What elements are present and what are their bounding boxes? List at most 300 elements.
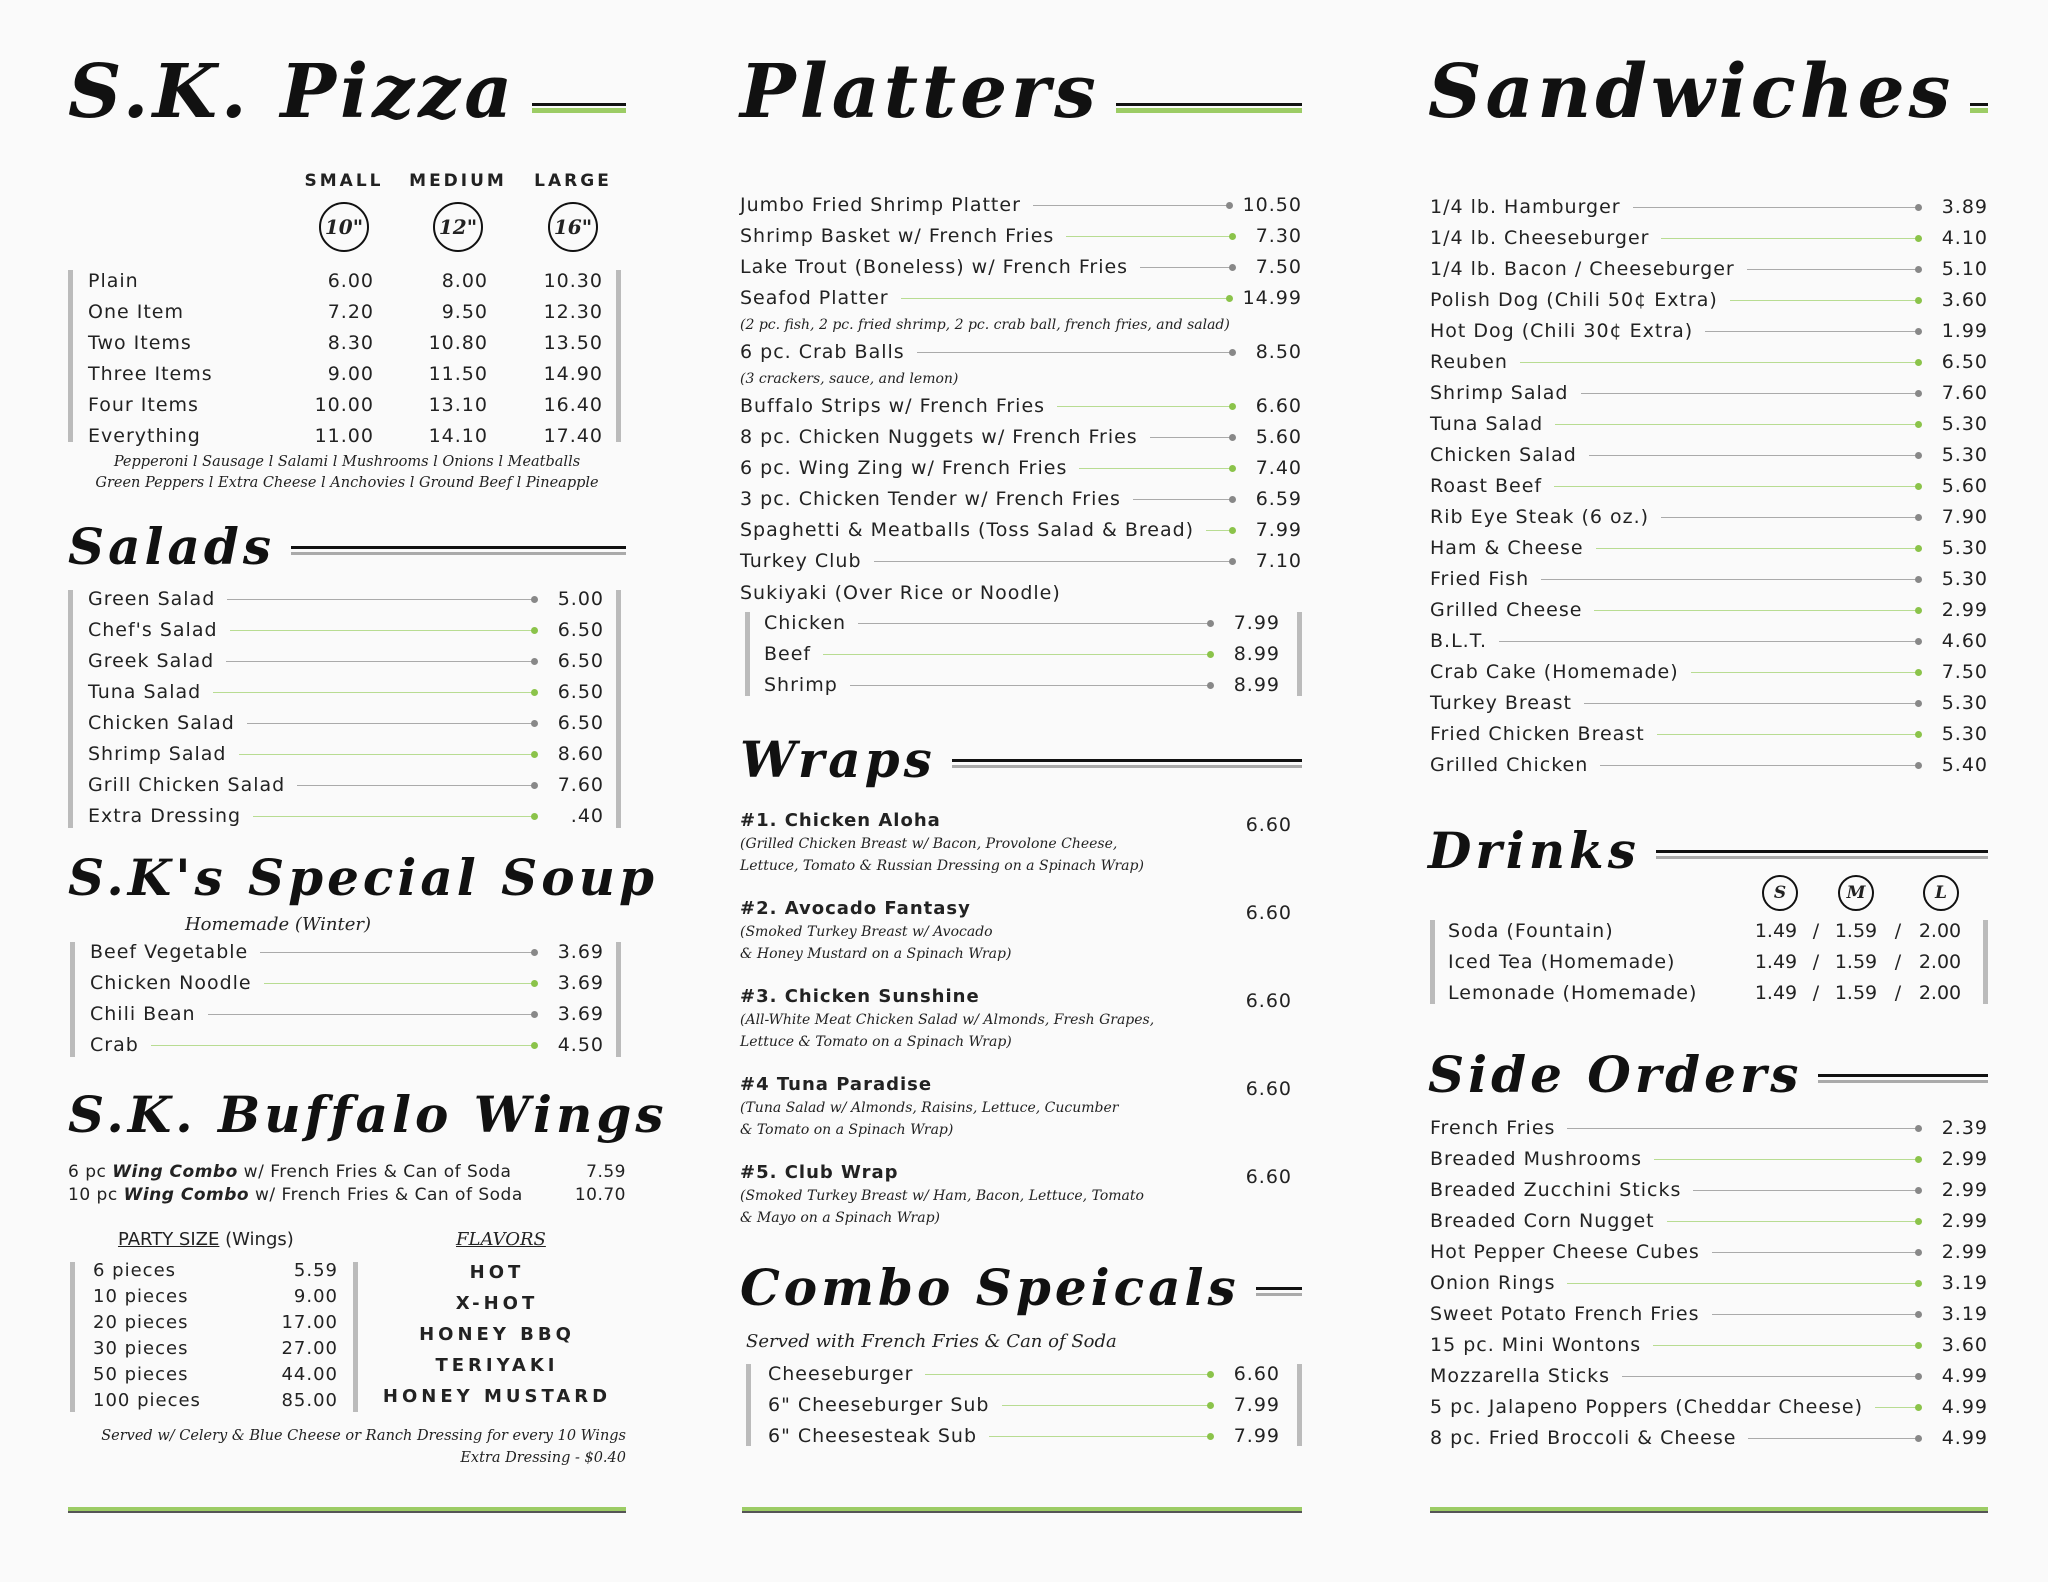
item-name: Chicken Noodle xyxy=(90,972,252,994)
menu-item-row xyxy=(1430,1427,1988,1449)
sandwiches-title: Sandwiches xyxy=(1428,49,1955,135)
combo-desc: w/ French Fries & Can of Soda xyxy=(243,1162,512,1182)
header-rule xyxy=(1256,1287,1302,1297)
item-name: 15 pc. Mini Wontons xyxy=(1430,1334,1642,1356)
item-name: Grilled Chicken xyxy=(1430,754,1589,776)
item-price: 2.99 xyxy=(1941,1241,1988,1263)
item-name: Green Salad xyxy=(88,588,216,610)
party-size-name: 20 pieces xyxy=(93,1312,189,1333)
item-name: Tuna Salad xyxy=(1430,413,1544,435)
footer-rule xyxy=(742,1507,1302,1513)
item-name: 8 pc. Fried Broccoli & Cheese xyxy=(1430,1427,1737,1449)
menu-item-row xyxy=(768,1394,1280,1416)
leader-line xyxy=(1748,1438,1920,1439)
sukiyaki-label: Sukiyaki (Over Rice or Noodle) xyxy=(740,582,1061,604)
wraps-header xyxy=(740,730,1302,789)
drink-size-s: S xyxy=(1762,875,1798,911)
leader-line xyxy=(1596,548,1920,549)
item-price: 7.99 xyxy=(1233,1425,1280,1447)
wrap-price: 6.60 xyxy=(1245,902,1292,924)
combo-left-bar xyxy=(746,1364,751,1446)
item-price: 2.99 xyxy=(1941,599,1988,621)
item-price: 2.39 xyxy=(1941,1117,1988,1139)
wings-title: S.K. Buffalo Wings xyxy=(68,1085,668,1144)
party-size-suffix: (Wings) xyxy=(225,1229,294,1250)
pizza-title: S.K. Pizza xyxy=(68,49,517,135)
item-price: 8.50 xyxy=(1255,341,1302,363)
menu-item-row xyxy=(1430,1210,1988,1232)
column-right xyxy=(1428,0,1988,1582)
item-name: 8 pc. Chicken Nuggets w/ French Fries xyxy=(740,426,1138,448)
item-price: 7.60 xyxy=(557,774,604,796)
pizza-row-name: Four Items xyxy=(88,394,199,416)
item-name: Seafod Platter xyxy=(740,287,889,309)
wrap-desc-2: & Honey Mustard on a Spinach Wrap) xyxy=(740,946,1012,962)
pizza-price: 14.90 xyxy=(543,363,603,385)
wing-combo-line xyxy=(68,1162,511,1182)
leader-line xyxy=(1567,1283,1920,1284)
inch-small: 10" xyxy=(319,202,369,252)
drink-name: Soda (Fountain) xyxy=(1448,920,1614,942)
item-price: 6.59 xyxy=(1255,488,1302,510)
pizza-left-bar xyxy=(68,270,73,442)
item-name: Rib Eye Steak (6 oz.) xyxy=(1430,506,1650,528)
wrap-desc-1: (Smoked Turkey Breast w/ Avocado xyxy=(740,924,993,940)
pizza-price: 13.50 xyxy=(543,332,603,354)
item-price: 6.50 xyxy=(557,712,604,734)
menu-item-row xyxy=(1430,1117,1988,1139)
platters-header xyxy=(740,49,1302,135)
item-name: Polish Dog (Chili 50¢ Extra) xyxy=(1430,289,1718,311)
menu-item-row xyxy=(90,1003,604,1025)
menu-item-row xyxy=(740,457,1302,479)
leader-line xyxy=(227,599,536,600)
sandwiches-header xyxy=(1428,49,1988,135)
soup-right-bar xyxy=(616,942,621,1057)
item-name: Mozzarella Sticks xyxy=(1430,1365,1611,1387)
wrap-name: #4 Tuna Paradise xyxy=(740,1074,933,1095)
leader-line xyxy=(823,654,1212,655)
pizza-price: 8.30 xyxy=(327,332,374,354)
column-middle xyxy=(740,0,1302,1582)
salads-title: Salads xyxy=(68,517,276,576)
item-name: Breaded Corn Nugget xyxy=(1430,1210,1655,1232)
item-price: 8.99 xyxy=(1233,643,1280,665)
sides-title: Side Orders xyxy=(1428,1045,1803,1104)
menu-item-row xyxy=(1430,506,1988,528)
leader-line xyxy=(226,661,536,662)
header-rule xyxy=(952,759,1302,769)
item-name: Turkey Club xyxy=(740,550,862,572)
item-name: Lake Trout (Boneless) w/ French Fries xyxy=(740,256,1129,278)
combo-subtitle: Served with French Fries & Can of Soda xyxy=(746,1331,1117,1352)
menu-item-row xyxy=(768,1425,1280,1447)
item-name: Buffalo Strips w/ French Fries xyxy=(740,395,1046,417)
wrap-name: #2. Avocado Fantasy xyxy=(740,898,971,919)
item-price: 7.40 xyxy=(1255,457,1302,479)
leader-line xyxy=(1079,468,1234,469)
item-name: Breaded Zucchini Sticks xyxy=(1430,1179,1682,1201)
drink-price-s: 1.49 xyxy=(1754,951,1798,973)
party-size-price: 5.59 xyxy=(293,1260,338,1281)
flavor-name: HONEY BBQ xyxy=(419,1324,575,1345)
menu-item-row xyxy=(764,612,1280,634)
item-price: 7.90 xyxy=(1941,506,1988,528)
leader-line xyxy=(1066,236,1234,237)
combo-pieces: 6 pc xyxy=(68,1162,107,1182)
footer-rule xyxy=(1430,1507,1988,1513)
menu-item-row xyxy=(1430,630,1988,652)
leader-line xyxy=(1567,1128,1920,1129)
item-price: 6.50 xyxy=(557,650,604,672)
pizza-price: 7.20 xyxy=(327,301,374,323)
drinks-right-bar xyxy=(1983,920,1988,1004)
wrap-desc-1: (Smoked Turkey Breast w/ Ham, Bacon, Lettuce, Tomato xyxy=(740,1188,1144,1204)
party-size-price: 44.00 xyxy=(281,1364,338,1385)
item-name: Grilled Cheese xyxy=(1430,599,1583,621)
wrap-desc-2: Lettuce, Tomato & Russian Dressing on a Spinach Wrap) xyxy=(740,858,1144,874)
leader-line xyxy=(1133,499,1234,500)
leader-line xyxy=(247,723,536,724)
menu-item-row xyxy=(740,488,1302,510)
header-rule xyxy=(1656,850,1988,860)
footer-rule xyxy=(68,1507,626,1513)
item-price: 4.10 xyxy=(1941,227,1988,249)
leader-line xyxy=(208,1014,536,1015)
leader-line xyxy=(1661,517,1920,518)
item-price: 10.50 xyxy=(1242,194,1302,216)
menu-item-row xyxy=(1430,1396,1988,1418)
item-price: 2.99 xyxy=(1941,1210,1988,1232)
menu-item-row xyxy=(740,550,1302,572)
leader-line xyxy=(1150,437,1234,438)
pizza-row-name: Three Items xyxy=(88,363,213,385)
menu-item-row xyxy=(1430,692,1988,714)
item-name: 6" Cheesesteak Sub xyxy=(768,1425,978,1447)
drink-sep: / xyxy=(1812,982,1820,1004)
menu-item-row xyxy=(740,194,1302,216)
item-price: 4.99 xyxy=(1941,1396,1988,1418)
pizza-row-name: Everything xyxy=(88,425,201,447)
wrap-desc-1: (All-White Meat Chicken Salad w/ Almonds, Fresh Grapes, xyxy=(740,1012,1155,1028)
leader-line xyxy=(1555,424,1920,425)
menu-item-row xyxy=(1430,1365,1988,1387)
pizza-price: 10.00 xyxy=(314,394,374,416)
drinks-title: Drinks xyxy=(1428,821,1640,880)
leader-line xyxy=(151,1045,536,1046)
size-medium: MEDIUM xyxy=(409,171,507,191)
leader-line xyxy=(230,630,536,631)
drink-sep: / xyxy=(1894,982,1902,1004)
item-name: Crab xyxy=(90,1034,139,1056)
item-price: 7.50 xyxy=(1255,256,1302,278)
leader-line xyxy=(1499,641,1920,642)
leader-line xyxy=(874,561,1234,562)
wrap-price: 6.60 xyxy=(1245,1166,1292,1188)
inch-large: 16" xyxy=(548,202,598,252)
item-price: 2.99 xyxy=(1941,1148,1988,1170)
item-name: Shrimp Basket w/ French Fries xyxy=(740,225,1055,247)
menu-item-row xyxy=(88,619,604,641)
leader-line xyxy=(1584,703,1920,704)
item-name: 1/4 lb. Bacon / Cheeseburger xyxy=(1430,258,1735,280)
item-name: 3 pc. Chicken Tender w/ French Fries xyxy=(740,488,1121,510)
inch-medium: 12" xyxy=(433,202,483,252)
menu-item-row xyxy=(1430,568,1988,590)
menu-item-row xyxy=(1430,1148,1988,1170)
menu-item-row xyxy=(88,588,604,610)
wrap-name: #3. Chicken Sunshine xyxy=(740,986,980,1007)
menu-item-row xyxy=(1430,1241,1988,1263)
leader-line xyxy=(1654,1159,1920,1160)
wrap-name: #5. Club Wrap xyxy=(740,1162,899,1183)
drink-sep: / xyxy=(1812,920,1820,942)
item-name: Chef's Salad xyxy=(88,619,218,641)
leader-line xyxy=(1693,1190,1920,1191)
item-name: 6" Cheeseburger Sub xyxy=(768,1394,990,1416)
pizza-price: 6.00 xyxy=(327,270,374,292)
item-name: Chicken xyxy=(764,612,847,634)
item-name: Hot Pepper Cheese Cubes xyxy=(1430,1241,1700,1263)
drink-size-l: L xyxy=(1923,875,1959,911)
drink-price-s: 1.49 xyxy=(1754,982,1798,1004)
item-price: 7.50 xyxy=(1941,661,1988,683)
item-name: Fried Fish xyxy=(1430,568,1530,590)
drink-price-m: 1.59 xyxy=(1834,951,1878,973)
item-price: 7.99 xyxy=(1233,612,1280,634)
toppings-line-2: Green Peppers l Extra Cheese l Anchovies l Ground Beef l Pineapple xyxy=(95,475,599,491)
combo-name: Wing Combo xyxy=(123,1185,250,1205)
menu-item-row xyxy=(740,256,1302,278)
menu-item-row xyxy=(1430,599,1988,621)
menu-item-row xyxy=(1430,1179,1988,1201)
pizza-price: 8.00 xyxy=(441,270,488,292)
header-rule xyxy=(1818,1074,1988,1084)
pizza-price: 12.30 xyxy=(543,301,603,323)
leader-line xyxy=(1002,1405,1213,1406)
menu-item-row xyxy=(740,287,1302,309)
item-price: 14.99 xyxy=(1242,287,1302,309)
drink-name: Lemonade (Homemade) xyxy=(1448,982,1698,1004)
pizza-price: 10.80 xyxy=(428,332,488,354)
wrap-desc-2: & Tomato on a Spinach Wrap) xyxy=(740,1122,954,1138)
wing-combo-line xyxy=(68,1185,523,1205)
item-price: 8.60 xyxy=(557,743,604,765)
item-price: 6.60 xyxy=(1233,1363,1280,1385)
item-name: 5 pc. Jalapeno Poppers (Cheddar Cheese) xyxy=(1430,1396,1864,1418)
pizza-price: 11.50 xyxy=(428,363,488,385)
menu-item-row xyxy=(88,681,604,703)
leader-line xyxy=(1691,672,1920,673)
wings-note-1: Served w/ Celery & Blue Cheese or Ranch Dressing for every 10 Wings xyxy=(101,1428,626,1444)
leader-line xyxy=(925,1374,1212,1375)
flavor-name: HOT xyxy=(469,1262,525,1283)
leader-line xyxy=(1661,238,1920,239)
item-price: 6.50 xyxy=(1941,351,1988,373)
drink-price-l: 2.00 xyxy=(1918,951,1962,973)
leader-line xyxy=(1657,734,1920,735)
flavors-label: FLAVORS xyxy=(456,1229,546,1250)
item-price: 3.69 xyxy=(557,972,604,994)
menu-item-row xyxy=(1430,1334,1988,1356)
item-price: .40 xyxy=(570,805,604,827)
item-price: 5.30 xyxy=(1941,692,1988,714)
party-size-name: 10 pieces xyxy=(93,1286,189,1307)
item-name: Sweet Potato French Fries xyxy=(1430,1303,1700,1325)
item-name: Cheeseburger xyxy=(768,1363,914,1385)
salads-right-bar xyxy=(616,590,621,828)
leader-line xyxy=(1594,610,1920,611)
leader-line xyxy=(1589,455,1920,456)
column-left xyxy=(68,0,668,1582)
menu-item-row xyxy=(740,341,1302,363)
menu-item-row xyxy=(764,674,1280,696)
wrap-price: 6.60 xyxy=(1245,1078,1292,1100)
combo-price: 7.59 xyxy=(586,1162,626,1182)
combo-desc: w/ French Fries & Can of Soda xyxy=(255,1185,523,1205)
pizza-price: 14.10 xyxy=(428,425,488,447)
item-price: 7.99 xyxy=(1233,1394,1280,1416)
leader-line xyxy=(264,983,536,984)
menu-item-row xyxy=(90,1034,604,1056)
item-name: 6 pc. Crab Balls xyxy=(740,341,905,363)
leader-line xyxy=(1057,406,1234,407)
header-rule xyxy=(1970,103,1988,113)
party-size-price: 9.00 xyxy=(293,1286,338,1307)
menu-item-row xyxy=(1430,537,1988,559)
item-price: 3.69 xyxy=(557,941,604,963)
pizza-price: 10.30 xyxy=(543,270,603,292)
menu-item-row xyxy=(1430,382,1988,404)
size-large: LARGE xyxy=(534,171,612,191)
leader-line xyxy=(901,298,1231,299)
menu-item-row xyxy=(1430,289,1988,311)
leader-line xyxy=(1653,1345,1920,1346)
pizza-row-name: Two Items xyxy=(88,332,192,354)
toppings-line-1: Pepperoni l Sausage l Salami l Mushrooms l Onions l Meatballs xyxy=(113,454,581,470)
item-price: 5.10 xyxy=(1941,258,1988,280)
soup-header xyxy=(68,848,658,907)
menu-item-row xyxy=(1430,661,1988,683)
drinks-header xyxy=(1428,821,1988,880)
drink-price-l: 2.00 xyxy=(1918,982,1962,1004)
item-price: 7.99 xyxy=(1255,519,1302,541)
leader-line xyxy=(1712,1314,1920,1315)
pizza-price: 9.50 xyxy=(441,301,488,323)
leader-line xyxy=(989,1436,1212,1437)
leader-line xyxy=(1554,486,1920,487)
item-name: Reuben xyxy=(1430,351,1508,373)
item-price: 3.19 xyxy=(1941,1303,1988,1325)
size-small: SMALL xyxy=(304,171,384,191)
header-rule xyxy=(1116,103,1302,113)
party-size-name: 6 pieces xyxy=(93,1260,177,1281)
menu-item-row xyxy=(1430,754,1988,776)
item-price: 5.30 xyxy=(1941,413,1988,435)
item-price: 4.50 xyxy=(557,1034,604,1056)
menu-item-row xyxy=(740,426,1302,448)
leader-line xyxy=(1622,1376,1920,1377)
item-price: 4.99 xyxy=(1941,1365,1988,1387)
item-price: 6.50 xyxy=(557,681,604,703)
item-name: Roast Beef xyxy=(1430,475,1543,497)
menu-item-row xyxy=(1430,475,1988,497)
item-price: 3.60 xyxy=(1941,289,1988,311)
item-name: Tuna Salad xyxy=(88,681,202,703)
pizza-price: 11.00 xyxy=(314,425,374,447)
leader-line xyxy=(1705,331,1920,332)
leader-line xyxy=(1541,579,1920,580)
drink-sep: / xyxy=(1894,920,1902,942)
menu-item-row xyxy=(740,395,1302,417)
drink-price-m: 1.59 xyxy=(1834,982,1878,1004)
pizza-row-name: Plain xyxy=(88,270,139,292)
item-name: Crab Cake (Homemade) xyxy=(1430,661,1679,683)
item-price: 5.30 xyxy=(1941,723,1988,745)
item-price: 3.19 xyxy=(1941,1272,1988,1294)
party-size-name: 100 pieces xyxy=(93,1390,201,1411)
item-name: Breaded Mushrooms xyxy=(1430,1148,1643,1170)
party-size-price: 27.00 xyxy=(281,1338,338,1359)
flavor-name: HONEY MUSTARD xyxy=(382,1386,612,1407)
soup-title: S.K's Special Soup xyxy=(68,848,658,907)
pizza-right-bar xyxy=(616,270,621,442)
leader-line xyxy=(1140,267,1234,268)
combo-header xyxy=(740,1258,1302,1317)
item-name: Spaghetti & Meatballs (Toss Salad & Bread) xyxy=(740,519,1195,541)
item-name: Shrimp Salad xyxy=(88,743,227,765)
item-price: 4.60 xyxy=(1941,630,1988,652)
item-price: 5.30 xyxy=(1941,444,1988,466)
party-right-bar xyxy=(353,1262,358,1412)
leader-line xyxy=(1033,205,1231,206)
item-price: 5.60 xyxy=(1941,475,1988,497)
sides-header xyxy=(1428,1045,1988,1104)
wrap-price: 6.60 xyxy=(1245,814,1292,836)
item-price: 6.50 xyxy=(557,619,604,641)
party-size-text: PARTY SIZE xyxy=(118,1229,220,1250)
salads-left-bar xyxy=(68,590,73,828)
item-price: 7.60 xyxy=(1941,382,1988,404)
item-name: Beef Vegetable xyxy=(90,941,249,963)
combo-pieces: 10 pc xyxy=(68,1185,118,1205)
item-name: Beef xyxy=(764,643,812,665)
item-name: Ham & Cheese xyxy=(1430,537,1584,559)
item-name: 6 pc. Wing Zing w/ French Fries xyxy=(740,457,1068,479)
leader-line xyxy=(1730,300,1920,301)
leader-line xyxy=(858,623,1212,624)
pizza-price: 9.00 xyxy=(327,363,374,385)
item-name: Shrimp xyxy=(764,674,838,696)
item-name: Jumbo Fried Shrimp Platter xyxy=(740,194,1021,216)
leader-line xyxy=(1520,362,1920,363)
menu-item-row xyxy=(1430,196,1988,218)
menu-item-row xyxy=(764,643,1280,665)
party-size-name: 30 pieces xyxy=(93,1338,189,1359)
leader-line xyxy=(1206,530,1234,531)
menu-item-row xyxy=(768,1363,1280,1385)
item-price: 3.60 xyxy=(1941,1334,1988,1356)
menu-item-row xyxy=(88,743,604,765)
leader-line xyxy=(917,352,1234,353)
item-price: 1.99 xyxy=(1941,320,1988,342)
menu-item-row xyxy=(740,519,1302,541)
leader-line xyxy=(1667,1221,1920,1222)
item-price: 6.60 xyxy=(1255,395,1302,417)
menu-item-row xyxy=(1430,444,1988,466)
menu-item-row xyxy=(740,225,1302,247)
item-price: 8.99 xyxy=(1233,674,1280,696)
